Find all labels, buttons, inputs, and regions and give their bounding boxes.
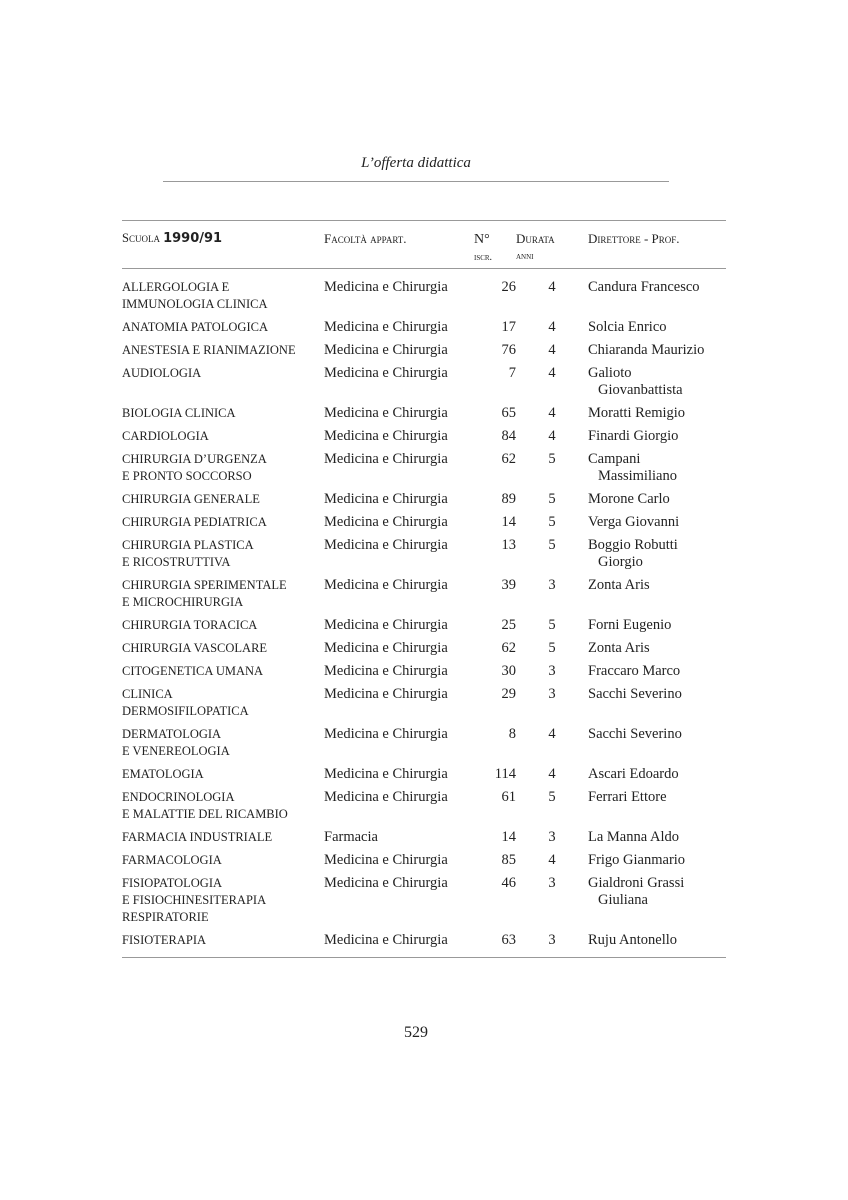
director-cell — [588, 488, 726, 511]
table-row — [122, 534, 726, 574]
school-name-line: CLINICA — [122, 687, 173, 701]
table-row — [122, 488, 726, 511]
enrolled-cell: 14 — [501, 514, 516, 530]
director-cell — [588, 872, 726, 929]
table-row — [122, 849, 726, 872]
director-name-line: Giuliana — [598, 892, 648, 908]
school-name-line: CHIRURGIA VASCOLARE — [122, 641, 268, 655]
director-cell — [588, 614, 726, 637]
faculty-cell: Medicina e Chirurgia — [324, 319, 448, 335]
school-name-line: CHIRURGIA D’URGENZA — [122, 452, 267, 466]
table-row — [122, 402, 726, 425]
director-cell — [588, 425, 726, 448]
school-cell — [122, 339, 324, 362]
director-name-line: Massimiliano — [598, 468, 677, 484]
director-cell — [588, 637, 726, 660]
duration-cell: 3 — [548, 663, 556, 679]
school-cell — [122, 872, 324, 929]
table-row — [122, 660, 726, 683]
director-cell — [588, 402, 726, 425]
director-cell — [588, 339, 726, 362]
school-name-line: FISIOPATOLOGIA — [122, 876, 223, 890]
director-cell — [588, 534, 726, 574]
faculty-cell: Medicina e Chirurgia — [324, 537, 448, 553]
director-name-line: Giovanbattista — [598, 382, 683, 398]
duration-cell: 5 — [548, 640, 556, 656]
enrolled-cell: 62 — [501, 451, 516, 467]
enrolled-cell: 7 — [508, 365, 516, 381]
school-name-line: CARDIOLOGIA — [122, 429, 209, 443]
enrolled-cell: 114 — [494, 766, 516, 782]
faculty-cell: Medicina e Chirurgia — [324, 491, 448, 507]
enrolled-cell: 25 — [501, 617, 516, 633]
director-cell — [588, 683, 726, 723]
faculty-cell: Medicina e Chirurgia — [324, 663, 448, 679]
duration-cell: 4 — [548, 319, 556, 335]
header-school-label: Scuola — [122, 231, 160, 245]
enrolled-cell: 8 — [508, 726, 516, 742]
enrolled-cell: 13 — [501, 537, 516, 553]
director-cell — [588, 511, 726, 534]
enrolled-cell: 17 — [501, 319, 516, 335]
director-name-line: Zonta Aris — [588, 577, 650, 593]
faculty-cell: Medicina e Chirurgia — [324, 875, 448, 891]
running-head: L’offerta didattica — [361, 155, 471, 171]
header-faculty: Facoltà appart. — [324, 231, 407, 246]
duration-cell: 4 — [548, 405, 556, 421]
table-row — [122, 872, 726, 929]
director-name-line: Morone Carlo — [588, 491, 670, 507]
faculty-cell: Medicina e Chirurgia — [324, 577, 448, 593]
director-cell — [588, 849, 726, 872]
director-cell — [588, 316, 726, 339]
table-row — [122, 448, 726, 488]
school-name-line: E MALATTIE DEL RICAMBIO — [122, 807, 288, 821]
director-name-line: Solcia Enrico — [588, 319, 667, 335]
director-name-line: Ruju Antonello — [588, 932, 678, 948]
director-name-line: Fraccaro Marco — [588, 663, 681, 679]
director-name-line: Campani — [588, 451, 641, 467]
table-row — [122, 269, 726, 317]
school-name-line: E FISIOCHINESITERAPIA — [122, 893, 267, 907]
faculty-cell: Farmacia — [324, 829, 378, 845]
page-number: 529 — [404, 1024, 428, 1041]
table-row — [122, 929, 726, 958]
director-name-line: Gialdroni Grassi — [588, 875, 685, 891]
enrolled-cell: 30 — [501, 663, 516, 679]
enrolled-cell: 29 — [501, 686, 516, 702]
table-row — [122, 511, 726, 534]
school-cell — [122, 637, 324, 660]
faculty-cell: Medicina e Chirurgia — [324, 686, 448, 702]
header-duration-sub: anni — [516, 251, 534, 262]
school-name-line: ANATOMIA PATOLOGICA — [122, 320, 268, 334]
director-name-line: Forni Eugenio — [588, 617, 672, 633]
school-name-line: DERMATOLOGIA — [122, 727, 222, 741]
table-row — [122, 425, 726, 448]
director-name-line: Boggio Robutti — [588, 537, 678, 553]
faculty-cell: Medicina e Chirurgia — [324, 514, 448, 530]
director-name-line: Chiaranda Maurizio — [588, 342, 705, 358]
director-name-line: Candura Francesco — [588, 279, 700, 295]
school-name-line: AUDIOLOGIA — [122, 366, 202, 380]
school-name-line: E VENEREOLOGIA — [122, 744, 230, 758]
director-name-line: Zonta Aris — [588, 640, 650, 656]
table-row — [122, 574, 726, 614]
header-school — [122, 221, 324, 269]
header-director: Direttore - Prof. — [588, 231, 680, 246]
enrolled-cell: 14 — [501, 829, 516, 845]
school-cell — [122, 763, 324, 786]
enrolled-cell: 26 — [501, 279, 516, 295]
table-row — [122, 339, 726, 362]
table-row — [122, 362, 726, 402]
duration-cell: 5 — [548, 491, 556, 507]
school-name-line: ANESTESIA E RIANIMAZIONE — [122, 343, 296, 357]
duration-cell: 3 — [548, 577, 556, 593]
director-cell — [588, 574, 726, 614]
enrolled-cell: 61 — [501, 789, 516, 805]
duration-cell: 4 — [548, 365, 556, 381]
school-cell — [122, 574, 324, 614]
school-cell — [122, 660, 324, 683]
school-name-line: RESPIRATORIE — [122, 910, 209, 924]
director-cell — [588, 723, 726, 763]
school-name-line: ENDOCRINOLOGIA — [122, 790, 235, 804]
school-cell — [122, 683, 324, 723]
enrolled-cell: 46 — [501, 875, 516, 891]
director-name-line: Finardi Giorgio — [588, 428, 679, 444]
director-cell — [588, 763, 726, 786]
school-cell — [122, 826, 324, 849]
table-body — [122, 269, 726, 958]
duration-cell: 5 — [548, 514, 556, 530]
school-cell — [122, 929, 324, 958]
enrolled-cell: 85 — [501, 852, 516, 868]
director-cell — [588, 362, 726, 402]
duration-cell: 3 — [548, 875, 556, 891]
director-name-line: La Manna Aldo — [588, 829, 680, 845]
table-row — [122, 786, 726, 826]
director-name-line: Giorgio — [598, 554, 643, 570]
director-cell — [588, 269, 726, 317]
duration-cell: 4 — [548, 766, 556, 782]
school-name-line: E MICROCHIRURGIA — [122, 595, 244, 609]
school-name-line: BIOLOGIA CLINICA — [122, 406, 236, 420]
header-enrolled-label: N° — [474, 232, 490, 247]
school-cell — [122, 786, 324, 826]
school-cell — [122, 269, 324, 317]
faculty-cell: Medicina e Chirurgia — [324, 617, 448, 633]
director-cell — [588, 660, 726, 683]
director-cell — [588, 826, 726, 849]
duration-cell: 4 — [548, 726, 556, 742]
director-name-line: Frigo Gianmario — [588, 852, 686, 868]
school-name-line: DERMOSIFILOPATICA — [122, 704, 249, 718]
director-name-line: Ferrari Ettore — [588, 789, 667, 805]
director-cell — [588, 448, 726, 488]
school-name-line: CHIRURGIA PEDIATRICA — [122, 515, 267, 529]
enrolled-cell: 39 — [501, 577, 516, 593]
enrolled-cell: 84 — [501, 428, 516, 444]
faculty-cell: Medicina e Chirurgia — [324, 766, 448, 782]
faculty-cell: Medicina e Chirurgia — [324, 451, 448, 467]
school-name-line: ALLERGOLOGIA E — [122, 280, 230, 294]
school-name-line: CHIRURGIA SPERIMENTALE — [122, 578, 287, 592]
school-cell — [122, 511, 324, 534]
school-name-line: FISIOTERAPIA — [122, 933, 207, 947]
director-name-line: Sacchi Severino — [588, 686, 682, 702]
school-cell — [122, 488, 324, 511]
duration-cell: 5 — [548, 617, 556, 633]
school-name-line: E PRONTO SOCCORSO — [122, 469, 252, 483]
table-row — [122, 637, 726, 660]
duration-cell: 3 — [548, 829, 556, 845]
faculty-cell: Medicina e Chirurgia — [324, 789, 448, 805]
director-cell — [588, 786, 726, 826]
school-name-line: CHIRURGIA GENERALE — [122, 492, 260, 506]
table-row — [122, 316, 726, 339]
faculty-cell: Medicina e Chirurgia — [324, 640, 448, 656]
school-name-line: EMATOLOGIA — [122, 767, 204, 781]
school-cell — [122, 425, 324, 448]
school-cell — [122, 534, 324, 574]
school-name-line: FARMACIA INDUSTRIALE — [122, 830, 273, 844]
running-head-rule — [163, 181, 669, 182]
faculty-cell: Medicina e Chirurgia — [324, 852, 448, 868]
faculty-cell: Medicina e Chirurgia — [324, 279, 448, 295]
duration-cell: 5 — [548, 537, 556, 553]
enrolled-cell: 76 — [501, 342, 516, 358]
school-cell — [122, 448, 324, 488]
director-name-line: Sacchi Severino — [588, 726, 682, 742]
faculty-cell: Medicina e Chirurgia — [324, 342, 448, 358]
school-name-line: FARMACOLOGIA — [122, 853, 222, 867]
duration-cell: 4 — [548, 279, 556, 295]
header-year: 1990/91 — [163, 231, 223, 246]
table-row — [122, 683, 726, 723]
faculty-cell: Medicina e Chirurgia — [324, 726, 448, 742]
school-cell — [122, 316, 324, 339]
duration-cell: 4 — [548, 342, 556, 358]
duration-cell: 4 — [548, 428, 556, 444]
director-name-line: Moratti Remigio — [588, 405, 686, 421]
school-cell — [122, 614, 324, 637]
table-row — [122, 763, 726, 786]
duration-cell: 3 — [548, 686, 556, 702]
director-name-line: Ascari Edoardo — [588, 766, 679, 782]
school-name-line: CHIRURGIA TORACICA — [122, 618, 258, 632]
header-enrolled — [474, 221, 516, 269]
school-cell — [122, 362, 324, 402]
enrolled-cell: 62 — [501, 640, 516, 656]
director-name-line: Galioto — [588, 365, 632, 381]
table-header-row — [122, 221, 726, 269]
duration-cell: 4 — [548, 852, 556, 868]
faculty-cell: Medicina e Chirurgia — [324, 365, 448, 381]
school-name-line: CHIRURGIA PLASTICA — [122, 538, 254, 552]
table-row — [122, 723, 726, 763]
enrolled-cell: 63 — [501, 932, 516, 948]
school-name-line: IMMUNOLOGIA CLINICA — [122, 297, 268, 311]
header-enrolled-sub: iscr. — [474, 252, 493, 263]
enrolled-cell: 65 — [501, 405, 516, 421]
schools-table — [122, 220, 726, 958]
school-cell — [122, 723, 324, 763]
school-name-line: E RICOSTRUTTIVA — [122, 555, 231, 569]
school-name-line: CITOGENETICA UMANA — [122, 664, 264, 678]
table-row — [122, 826, 726, 849]
school-cell — [122, 402, 324, 425]
director-cell — [588, 929, 726, 958]
table-row — [122, 614, 726, 637]
enrolled-cell: 89 — [501, 491, 516, 507]
faculty-cell: Medicina e Chirurgia — [324, 428, 448, 444]
duration-cell: 5 — [548, 451, 556, 467]
director-name-line: Verga Giovanni — [588, 514, 680, 530]
school-cell — [122, 849, 324, 872]
duration-cell: 3 — [548, 932, 556, 948]
faculty-cell: Medicina e Chirurgia — [324, 932, 448, 948]
faculty-cell: Medicina e Chirurgia — [324, 405, 448, 421]
header-duration-label: Durata — [516, 231, 555, 246]
duration-cell: 5 — [548, 789, 556, 805]
header-duration — [516, 221, 588, 269]
